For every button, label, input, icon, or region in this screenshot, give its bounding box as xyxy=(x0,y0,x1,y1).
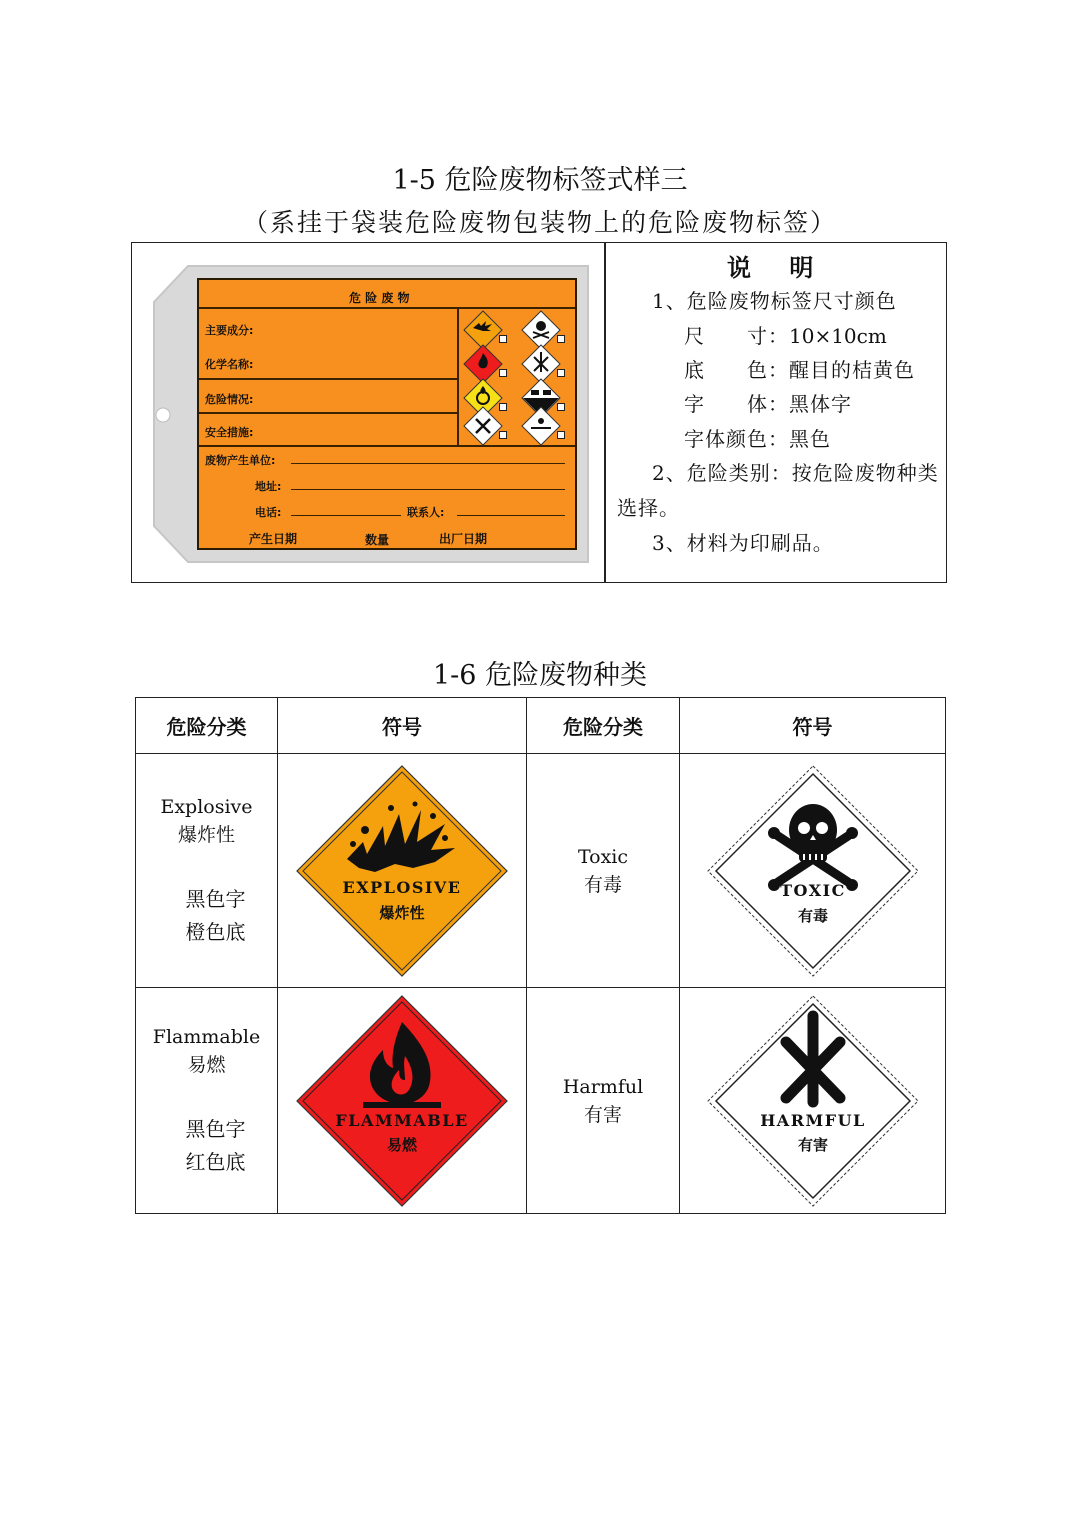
checkbox-harmful[interactable] xyxy=(557,369,565,377)
instruction-bg-color xyxy=(684,354,915,383)
font-color-value: 黑色 xyxy=(789,427,831,451)
instructions-heading: 说 明 xyxy=(727,254,816,282)
category-flammable xyxy=(136,988,278,1214)
table-header-row xyxy=(136,698,946,754)
sign-text-zh: 爆炸性 xyxy=(379,903,425,922)
field-safety: 安全措施: xyxy=(205,426,254,439)
header-category-1: 危险分类 xyxy=(136,698,278,754)
field-phone: 电话: xyxy=(255,506,282,519)
size-value: 10×10cm xyxy=(789,324,887,348)
flammable-sign xyxy=(295,994,509,1208)
symbol-toxic xyxy=(680,754,946,988)
instruction-line-1: 1、危险废物标签尺寸颜色 xyxy=(652,289,897,313)
instruction-line-3: 3、材料为印刷品。 xyxy=(652,531,834,555)
label-header: 危 险 废 物 xyxy=(349,291,410,305)
text-color-note: 黑色字 xyxy=(185,886,246,911)
sign-text-zh: 有毒 xyxy=(797,906,828,925)
font-value: 黑体字 xyxy=(789,392,852,416)
category-explosive xyxy=(136,754,278,988)
font-color-label: 字体颜色： xyxy=(684,427,789,451)
hazardous-waste-label xyxy=(197,278,577,550)
size-label: 尺 寸： xyxy=(684,324,789,348)
header-category-2: 危险分类 xyxy=(527,698,680,754)
sign-text-en: TOXIC xyxy=(779,880,846,900)
checkbox-irritant[interactable] xyxy=(499,431,507,439)
tag-hole xyxy=(156,408,170,422)
field-contact: 联系人: xyxy=(407,506,445,519)
explosive-sign xyxy=(295,764,509,978)
category-zh: 有害 xyxy=(583,1103,622,1126)
header-symbol-1: 符号 xyxy=(278,698,527,754)
field-hazard: 危险情况: xyxy=(205,393,254,406)
sign-text-en: FLAMMABLE xyxy=(335,1110,469,1130)
category-toxic xyxy=(527,754,680,988)
harmful-sign xyxy=(706,994,920,1208)
waste-types-table xyxy=(135,697,946,1214)
checkbox-flammable[interactable] xyxy=(499,369,507,377)
field-chemical-name: 化学名称: xyxy=(205,358,254,371)
footer-ship-date: 出厂日期 xyxy=(439,532,488,546)
font-label: 字 体： xyxy=(684,392,789,416)
sign-text-en: HARMFUL xyxy=(759,1110,866,1130)
mini-other-hazard-icon xyxy=(521,406,561,446)
text-color-note: 黑色字 xyxy=(185,1116,246,1141)
instruction-line-2b: 选择。 xyxy=(617,496,680,520)
category-en: Flammable xyxy=(152,1025,261,1048)
bg-color-note: 橙色底 xyxy=(185,919,246,944)
category-harmful xyxy=(527,988,680,1214)
symbol-explosive xyxy=(278,754,527,988)
category-zh: 易燃 xyxy=(187,1053,226,1076)
checkbox-toxic[interactable] xyxy=(557,335,565,343)
sign-text-zh: 易燃 xyxy=(386,1135,418,1154)
mini-irritant-icon xyxy=(463,406,503,446)
category-en: Explosive xyxy=(160,795,253,818)
frame-divider xyxy=(604,242,606,583)
table-row xyxy=(136,754,946,988)
field-producer: 废物产生单位: xyxy=(205,454,276,467)
footer-date: 产生日期 xyxy=(249,532,298,546)
instruction-font-color xyxy=(684,423,831,452)
sign-text-en: EXPLOSIVE xyxy=(342,877,462,897)
table-row xyxy=(136,988,946,1214)
toxic-sign xyxy=(706,764,920,978)
section-subtitle-label-sample: （系挂于袋装危险废物包装物上的危险废物标签） xyxy=(242,208,837,237)
checkbox-explosive[interactable] xyxy=(499,335,507,343)
section-title-label-sample: 1-5 危险废物标签式样三 xyxy=(392,165,688,196)
instruction-font xyxy=(684,388,852,417)
sign-text-zh: 有害 xyxy=(797,1135,828,1154)
checkbox-other-hazard[interactable] xyxy=(557,431,565,439)
category-zh: 爆炸性 xyxy=(177,823,235,846)
symbol-flammable xyxy=(278,988,527,1214)
instruction-line-2a: 2、危险类别：按危险废物种类 xyxy=(652,461,939,485)
category-en: Harmful xyxy=(562,1075,644,1098)
header-symbol-2: 符号 xyxy=(680,698,946,754)
category-zh: 有毒 xyxy=(583,873,622,896)
category-en: Toxic xyxy=(577,845,629,868)
symbol-harmful xyxy=(680,988,946,1214)
bg-color-note: 红色底 xyxy=(185,1149,246,1174)
instruction-size xyxy=(684,320,887,349)
field-address: 地址: xyxy=(255,480,282,493)
bg-label: 底 色： xyxy=(684,358,789,382)
bg-value: 醒目的桔黄色 xyxy=(789,358,915,382)
field-main-component: 主要成分: xyxy=(205,324,254,337)
section-title-waste-types: 1-6 危险废物种类 xyxy=(432,660,648,691)
footer-quantity: 数量 xyxy=(365,533,390,547)
